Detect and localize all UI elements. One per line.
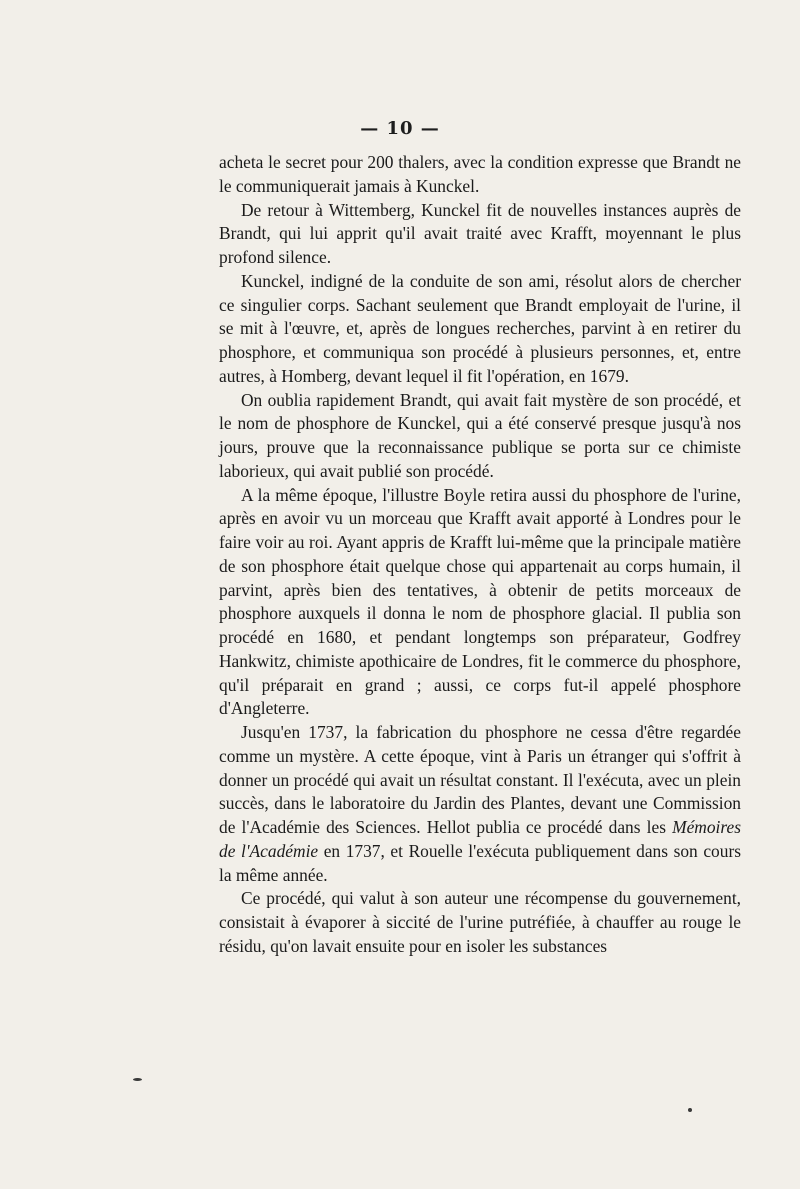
page-number: — 10 — xyxy=(360,118,440,139)
paragraph-7: Ce procédé, qui valut à son auteur une récompense du gouvernement, consistait à évaporer à siccité de l'urine putréfiée, à chauffer au rouge le résidu, qu'on lavait ensuite pour en isoler les substances xyxy=(219,888,741,956)
paragraph-6 xyxy=(219,721,741,887)
body-text xyxy=(219,151,741,959)
paragraph-2: De retour à Wittemberg, Kunckel fit de nouvelles instances auprès de Brandt, qui lui apprit qu'il avait traité avec Krafft, moyennant le plus profond silence. xyxy=(219,199,741,267)
ink-speck xyxy=(133,1078,142,1081)
paragraph-6-text-after: en 1737, et Rouelle l'exécuta publiquement dans son cours la même année. xyxy=(219,840,742,885)
paragraph-1: acheta le secret pour 200 thalers, avec la condition expresse que Brandt ne le communiquerait jamais à Kunckel. xyxy=(219,152,741,196)
ink-speck xyxy=(688,1108,692,1112)
journal-title: Mémoires de l'Académie xyxy=(219,817,741,861)
paragraph-3: Kunckel, indigné de la conduite de son ami, résolut alors de chercher ce singulier corps. Sachant seulement que Brandt employait de l'urine, il se mit à l'œuvre, et, après de longues recherches, parvint à en retirer du phosphore, et communiqua son procédé à plusieurs personnes, et, entre autres, à Homberg, devant lequel il fit l'opération, en 1679. xyxy=(219,270,741,386)
paragraph-5: A la même époque, l'illustre Boyle retira aussi du phosphore de l'urine, après en avoir vu un morceau que Krafft avait apporté à Londres pour le faire voir au roi. Ayant appris de Krafft lui-même que la principale matière de son phosphore était quelque chose qui appartenait au corps humain, il parvint, après bien des tentatives, à obtenir de petits morceaux de phosphore auxquels il donna le nom de phosphore glacial. Il publia son procédé en 1680, et pendant longtemps son préparateur, Godfrey Hankwitz, chimiste apothicaire de Londres, fit le commerce du phosphore, qu'il préparait en grand ; aussi, ce corps fut-il appelé phosphore d'Angleterre. xyxy=(219,484,741,719)
paragraph-4: On oublia rapidement Brandt, qui avait fait mystère de son procédé, et le nom de phosphore de Kunckel, qui a été conservé presque jusqu'à nos jours, prouve que la reconnaissance publique se porta sur ce chimiste laborieux, qui avait publié son procédé. xyxy=(219,389,741,481)
paragraph-6-text-before: Jusqu'en 1737, la fabrication du phosphore ne cessa d'être regardée comme un mystère. A cette époque, vint à Paris un étranger qui s'offrit à donner un procédé qui avait un résultat constant. Il l'exécuta, avec un plein succès, dans le laboratoire du Jardin des Plantes, devant une Commission de l'Académie des Sciences. Hellot publia ce procédé dans les xyxy=(219,722,741,837)
